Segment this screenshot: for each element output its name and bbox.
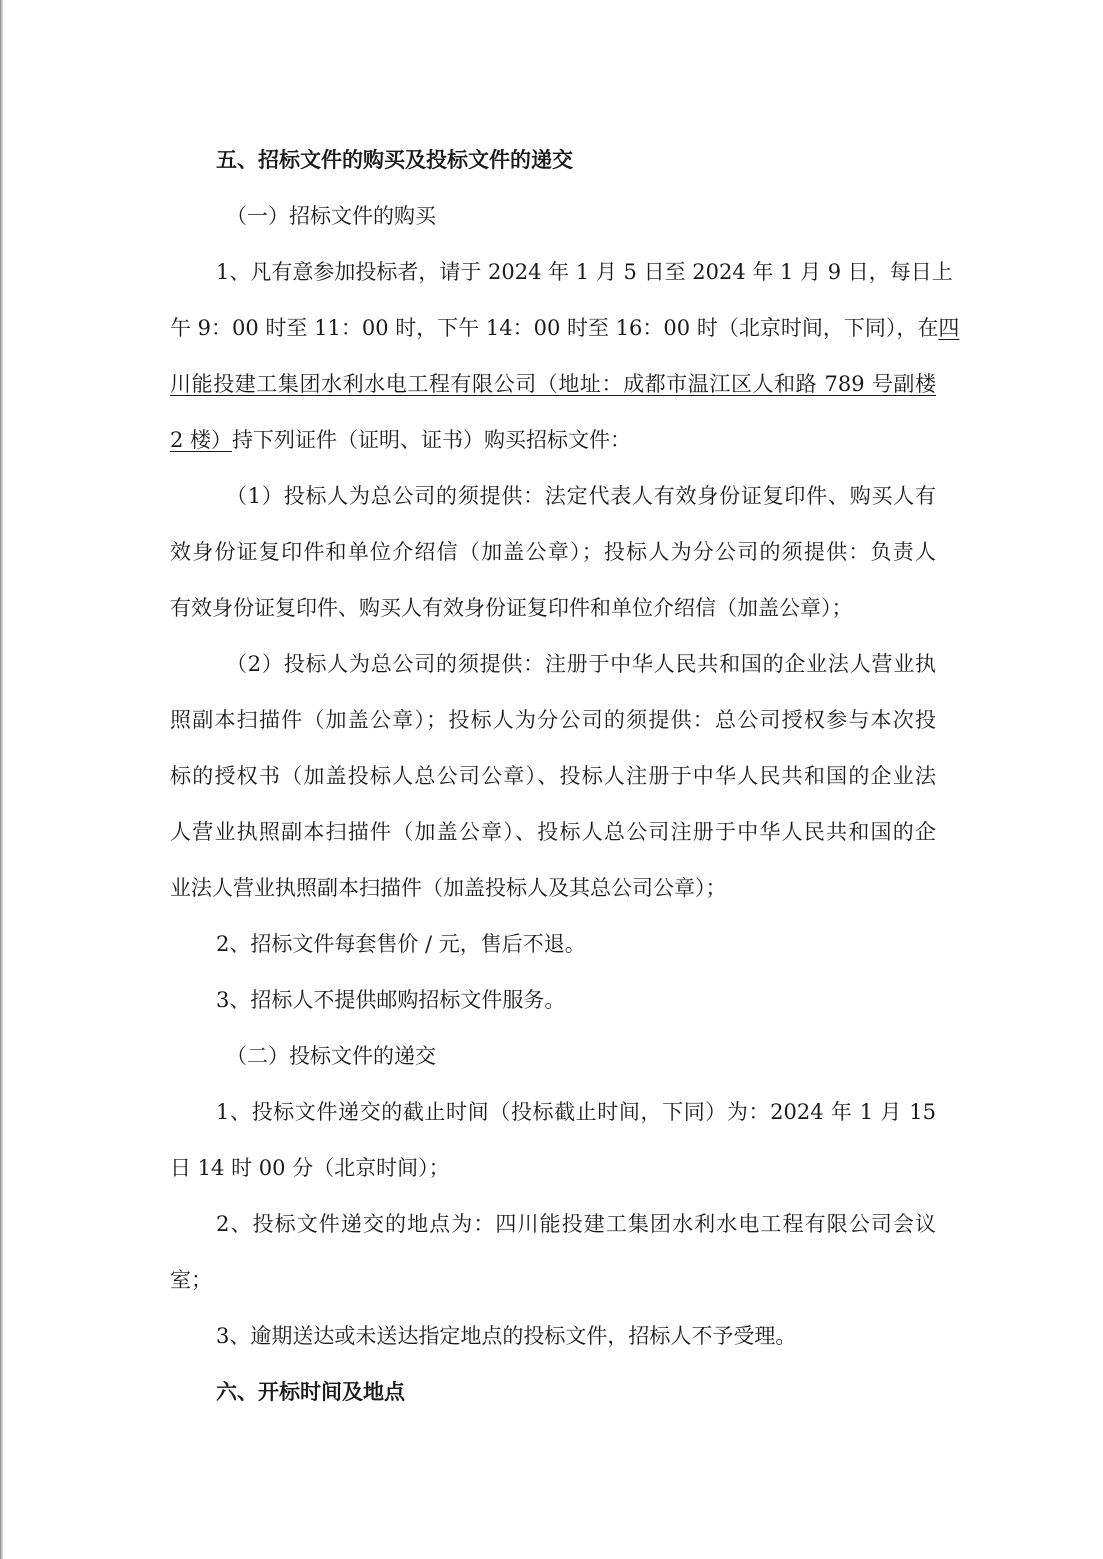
purchase-item-1-line-1: 1、凡有意参加投标者，请于 2024 年 1 月 5 日至 2024 年 1 月 9 日，每日上 [216, 260, 953, 284]
subsection-purchase-heading: （一）招标文件的购买 [226, 204, 436, 228]
purchase-time-text: 午 9：00 时至 11：00 时，下午 14：00 时至 16：00 时（北京时间，下同），在 [170, 316, 939, 340]
purchase-address-end: 2 楼） [170, 428, 233, 452]
subsection-submission-heading: （二）投标文件的递交 [226, 1044, 436, 1068]
purchase-item-2: 2、招标文件每套售价 / 元，售后不退。 [216, 932, 586, 956]
purchase-item-1-line-3: 川能投建工集团水利水电工程有限公司（地址：成都市温江区人和路 789 号副楼 [170, 372, 936, 396]
requirement-1-line-3: 有效身份证复印件、购买人有效身份证复印件和单位介绍信（加盖公章）； [170, 596, 853, 620]
requirement-2-line-3: 标的授权书（加盖投标人总公司公章）、投标人注册于中华人民共和国的企业法 [170, 764, 936, 788]
scan-edge-shadow [0, 0, 3, 1559]
submission-item-1-line-1: 1、投标文件递交的截止时间（投标截止时间，下同）为：2024 年 1 月 15 [216, 1100, 936, 1124]
submission-item-3: 3、逾期送达或未送达指定地点的投标文件，招标人不予受理。 [216, 1324, 797, 1348]
requirement-2-line-5: 业法人营业执照副本扫描件（加盖投标人及其总公司公章）； [170, 876, 727, 900]
purchase-item-1-line-2 [170, 308, 960, 348]
section-five-heading: 五、招标文件的购买及投标文件的递交 [216, 147, 573, 172]
purchase-address-start: 四 [938, 316, 960, 340]
section-six-heading: 六、开标时间及地点 [216, 1379, 405, 1404]
requirement-1-line-2: 效身份证复印件和单位介绍信（加盖公章）；投标人为分公司的须提供：负责人 [170, 540, 936, 564]
purchase-item-1-line-4 [170, 420, 936, 460]
requirement-2-line-1: （2）投标人为总公司的须提供：注册于中华人民共和国的企业法人营业执 [226, 652, 936, 676]
purchase-item-3: 3、招标人不提供邮购招标文件服务。 [216, 988, 566, 1012]
requirement-1-line-1: （1）投标人为总公司的须提供：法定代表人有效身份证复印件、购买人有 [226, 484, 936, 508]
requirement-2-line-2: 照副本扫描件（加盖公章）；投标人为分公司的须提供：总公司授权参与本次投 [170, 708, 936, 732]
submission-item-2-line-2: 室； [170, 1268, 212, 1292]
document-body [170, 140, 960, 1428]
submission-item-1-line-2: 日 14 时 00 分（北京时间）； [170, 1156, 450, 1180]
submission-item-2-line-1: 2、投标文件递交的地点为：四川能投建工集团水利水电工程有限公司会议 [216, 1212, 936, 1236]
purchase-documents-text: 持下列证件（证明、证书）购买招标文件： [232, 428, 632, 452]
requirement-2-line-4: 人营业执照副本扫描件（加盖公章）、投标人总公司注册于中华人民共和国的企 [170, 820, 936, 844]
